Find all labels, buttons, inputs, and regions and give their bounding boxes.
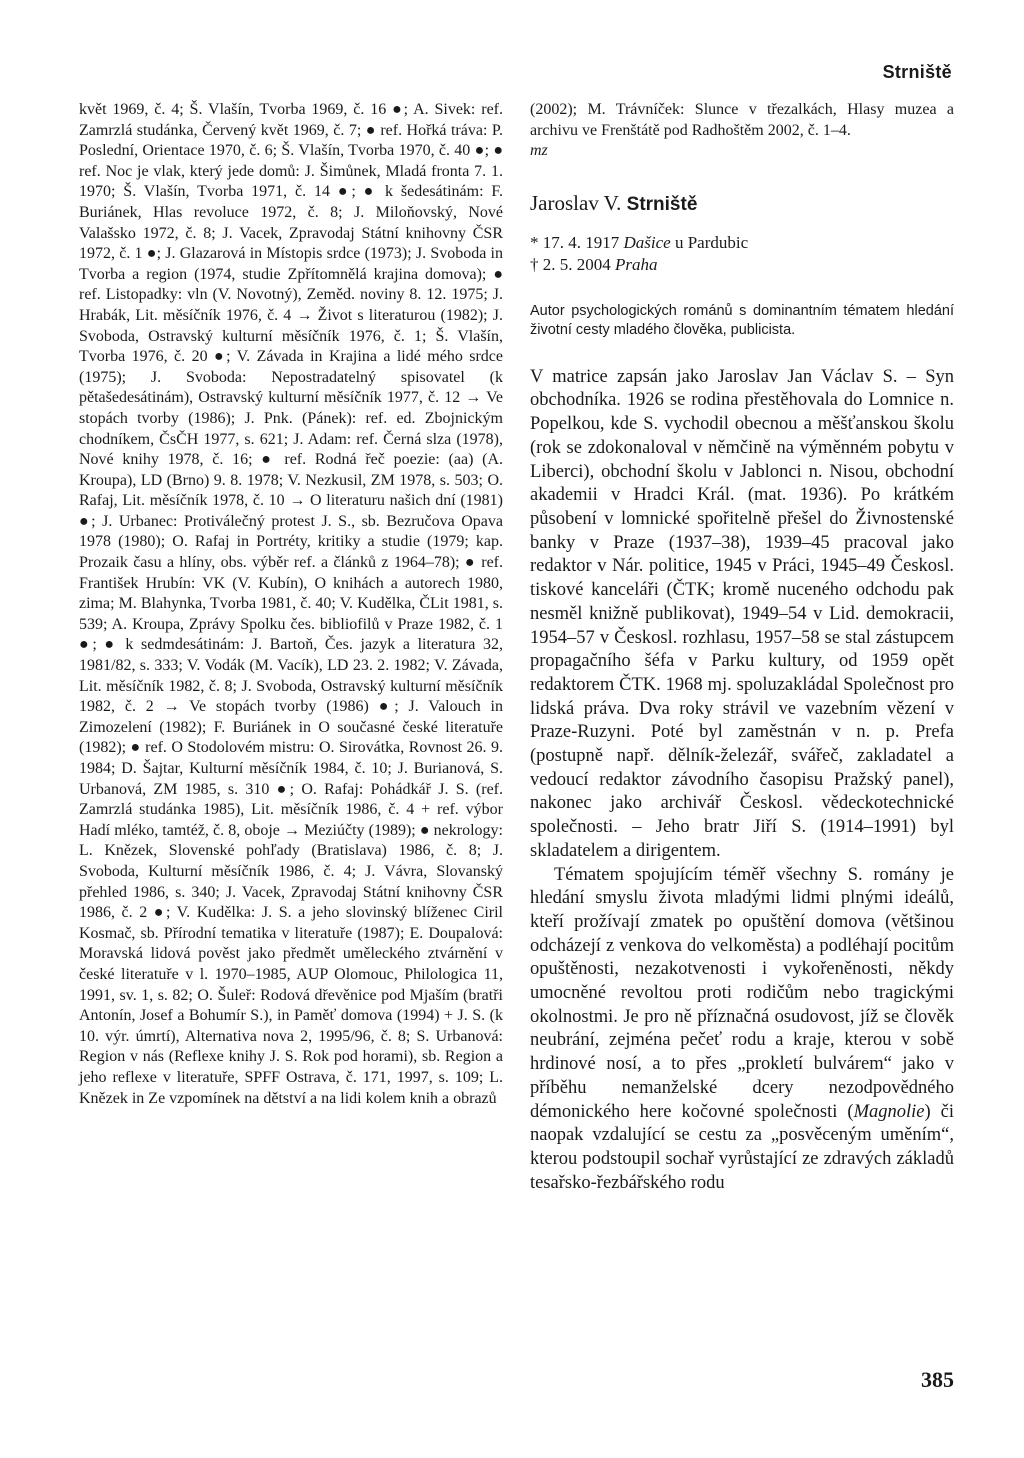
birth-date: * 17. 4. 1917 <box>530 232 620 252</box>
previous-entry-author: mz <box>530 142 548 160</box>
bibliography-continued <box>79 100 503 1109</box>
birth-place-suffix: u Pardubic <box>674 232 749 252</box>
life-dates <box>530 232 954 276</box>
right-column <box>530 100 954 1195</box>
entry-body <box>530 366 954 1196</box>
entry-summary: Autor psychologických románů s dominantním tématem hledání životní cesty mladého člověka, publicista. <box>530 302 954 338</box>
left-column <box>79 100 503 1109</box>
death-date: † 2. 5. 2004 <box>530 254 611 274</box>
body-paragraph-2-part-a: Tématem spojujícím téměř všechny S. romány je hledání smyslu života mladými lidmi plnými ideálů, kteří prožívají zmatek po opuštění domova (většinou odcházejí z venkova do velkoměsta) a podléhají pocitům opuštěnosti, nezakotvenosti i vykořeněnosti, někdy umocněné revoltou proti rodičům nebo tragickými okolnostmi. Je pro ně příznačná osudovost, jíž se člověk neubrání, zejména pečeť rodu a kraje, kterou v sobě hrdinové nosí, a to přes „prokletí bulvárem“ jako v příběhu nemanželské dcery nezodpovědného démonického here kočovné společnosti ( <box>530 864 954 1122</box>
body-paragraph-2-part-b: ) či naopak vzdalující se cestu za „posvěceným uměním“, kterou podstoupil sochař vyrůstající ze zdravých základů tesařsko-řezbářského rodu <box>530 1101 954 1193</box>
death-place: Praha <box>615 254 658 274</box>
entry-heading <box>530 190 954 218</box>
entry-given-name: Jaroslav V. <box>530 190 622 215</box>
death-line <box>530 254 954 276</box>
bibliography-text: květ 1969, č. 4; Š. Vlašín, Tvorba 1969, č. 16 ●; A. Sivek: ref. Zamrzlá studánka, Červený květ 1969, č. 7; ● ref. Hořká tráva: P. Poslední, Orientace 1970, č. 6; Š. Vlašín, Tvorba 1970, č. 40 ●; ● ref. Noc je vlak, který jede domů: J. Šimůnek, Mladá fronta 7. 1. 1970; Š. Vlašín, Tvorba 1971, č. 14 ●; ● k šedesátinám: F. Buriánek, Hlas revoluce 1972, č. 8; J. Miloňovský, Nové Valašsko 1972, č. 8; J. Vacek, Zpravodaj Státní knihovny ČSR 1972, č. 1 ●; J. Glazarová in Místopis srdce (1973); J. Svoboda in Tvorba a region (1974, studie Zpřítomnělá krajina domova); ● ref. Listopadky: vln (V. Novotný), Zeměd. noviny 8. 12. 1975; J. Hrabák, Lit. měsíčník 1976, č. 4 → Život s literaturou (1982); J. Svoboda, Ostravský kulturní měsíčník 1976, č. 1; Š. Vlašín, Tvorba 1976, č. 20 ●; V. Závada in Krajina a lidé mého srdce (1975); J. Svoboda: Nepostradatelný spisovatel (k pětašedesátinám), Ostravský kulturní měsíčník 1977, č. 12 → Ve stopách tvorby (1986); J. Pnk. (Pánek): ref. ed. Zbojnickým chodníkem, ČsČH 1977, s. 621; J. Adam: ref. Černá slza (1978), Nové knihy 1978, č. 16; ● ref. Rodná řeč poezie: (aa) (A. Kroupa), LD (Brno) 9. 8. 1978; V. Nezkusil, ZM 1978, s. 503; O. Rafaj, Lit. měsíčník 1978, č. 10 → O literaturu našich dní (1981) ●; J. Urbanec: Protiválečný protest J. S., sb. Bezručova Opava 1978 (1980); O. Rafaj in Portréty, kritiky a studie (1979; kap. Prozaik času a hlíny, obs. výběr ref. a článků z 1964–78); ● ref. František Hrubín: VK (V. Kubín), O knihách a autorech 1980, zima; M. Blahynka, Tvorba 1981, č. 40; V. Kudělka, ČLit 1981, s. 539; A. Kroupa, Zprávy Spolku čes. bibliofilů v Praze 1982, č. 1 ●; ● k sedmdesátinám: J. Bartoň, Čes. jazyk a literatura 32, 1981/82, s. 333; V. Vodák (M. Vacík), LD 23. 2. 1982; V. Závada, Lit. měsíčník 1982, č. 8; J. Svoboda, Ostravský kulturní měsíčník 1982, č. 2 → Ve stopách tvorby (1986) ●; J. Valouch in Zimozelení (1982); F. Buriánek in O současné české literatuře (1982); ● ref. O Stodolovém mistru: O. Sirovátka, Rovnost 26. 9. 1984; D. Šajtar, Kulturní měsíčník 1984, č. 10; J. Burianová, S. Urbanová, ZM 1985, s. 310 ●; O. Rafaj: Pohádkář J. S. (ref. Zamrzlá studánka 1985), Lit. měsíčník 1986, č. 4 + ref. výbor Hadí mléko, tamtéž, č. 8, oboje → Meziúčty (1989); ● nekrology: L. Knězek, Slovenské pohľady (Bratislava) 1986, č. 8; J. Svoboda, Kulturní měsíčník 1986, č. 4; J. Vávra, Slovanský přehled 1986, s. 340; J. Vacek, Zpravodaj Státní knihovny ČSR 1986, č. 2 ●; V. Kudělka: J. S. a jeho slovinský blíženec Ciril Kosmač, sb. Přírodní tematika v literatuře (1987); E. Doupalová: Moravská lidová pověst jako předmět uměleckého ztvárnění v české literatuře v l. 1970–1985, AUP Olomouc, Philologica 11, 1991, sv. 1, s. 82; O. Šuleř: Rodová dřevěnice pod Mjaším (bratři Antonín, Josef a Bohumír S.), in Paměť domova (1994) + J. S. (k 10. výr. úmrtí), Alternativa nova 2, 1995/96, č. 8; S. Urbanová: Region v nás (Reflexe knihy J. S. Rok pod horami), sb. Region a jeho reflexe v literatuře, SPFF Ostrava, č. 171, 1997, s. 109; L. Knězek in Ze vzpomínek na dětství a na lidi kolem knih a obrazů <box>79 101 503 1107</box>
body-paragraph-1: V matrice zapsán jako Jaroslav Jan Václav S. – Syn obchodníka. 1926 se rodina přestěhovala do Lomnice n. Popelkou, kde S. vychodil obecnou a měšťanskou školu (rok se zdokonaloval v němčině na výměnném pobytu v Liberci), obchodní školu v Jablonci n. Nisou, obchodní akademii v Hradci Král. (mat. 1936). Po krátkém působení v lomnické spořitelně přešel do Živnostenské banky v Praze (1937–38), 1939–45 pracoval jako redaktor v Nár. politice, 1945 v Práci, 1945–49 Českosl. tiskové kanceláři (ČTK; kromě nuceného odchodu pak nesměl knižně publikovat), 1949–54 v Lid. demokracii, 1954–57 v Českosl. rozhlasu, 1957–58 se stal zástupcem propagačního šéfa v Parku kultury, od 1959 opět redaktorem ČTK. 1968 mj. spoluzakládal Společnost pro lidská práva. Dva roky strávil ve vazebním vězení v Praze-Ruzyni. Poté byl zaměstnán v n. p. Prefa (postupně např. dělník-železář, svářeč, zakladatel a vedoucí redaktor závodního časopisu Pražský panel), nakonec jako archivář Českosl. vědeckotechnické společnosti. – Jeho bratr Jiří S. (1914–1991) byl skladatelem a dirigentem. <box>530 366 954 861</box>
entry-surname: Strniště <box>626 193 698 215</box>
page-number: 385 <box>921 1367 954 1392</box>
birth-place: Dašice <box>623 232 671 252</box>
previous-bibliography-text: (2002); M. Trávníček: Slunce v třezalkách, Hlasy muzea a archivu ve Frenštátě pod Radhoštěm 2002, č. 1–4. <box>530 101 954 139</box>
previous-entry-bibliography <box>530 100 954 162</box>
running-head: Strniště <box>882 62 952 82</box>
birth-line <box>530 232 954 254</box>
body-paragraph-2 <box>530 864 954 1196</box>
work-title-magnolie: Magnolie <box>853 1101 925 1122</box>
